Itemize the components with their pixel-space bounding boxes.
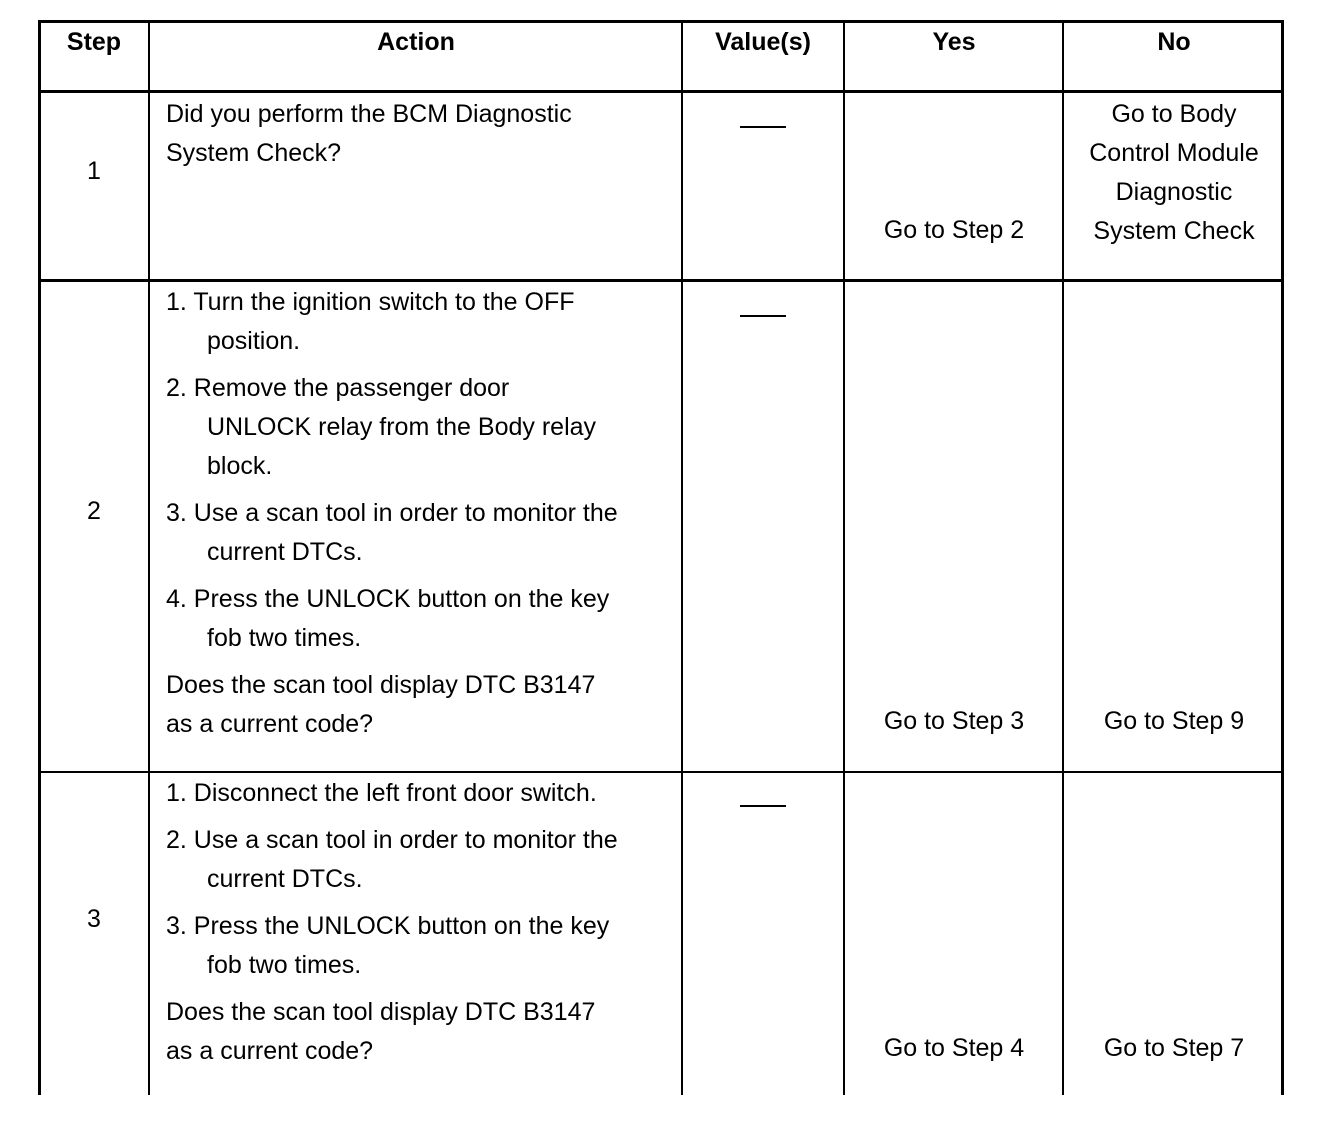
row1-no-line: System Check — [1093, 217, 1255, 245]
header-action: Action — [377, 28, 455, 56]
header-no: No — [1157, 28, 1191, 56]
row1-action — [166, 95, 686, 173]
row1-bottom-border — [38, 279, 1284, 282]
diagnostic-table — [38, 20, 1284, 1095]
question-line: as a current code? — [166, 1037, 374, 1065]
row3-value-dash — [740, 805, 786, 807]
row1-no-line: Diagnostic — [1115, 178, 1233, 206]
item-continuation: fob two times. — [207, 951, 362, 979]
question-line: as a current code? — [166, 710, 374, 738]
row3-action-item — [166, 907, 686, 985]
row2-action — [166, 283, 686, 744]
item-continuation: position. — [207, 327, 301, 355]
row2-yes: Go to Step 3 — [883, 707, 1025, 735]
row2-action-item — [166, 369, 686, 486]
item-continuation: current DTCs. — [207, 538, 363, 566]
item-first-line: 3. Use a scan tool in order to monitor the — [166, 499, 618, 527]
row2-action-item — [166, 580, 686, 658]
header-bottom-border — [38, 90, 1284, 93]
item-first-line: 1. Turn the ignition switch to the OFF — [166, 288, 575, 316]
header-values: Value(s) — [715, 28, 811, 56]
row2-action-item — [166, 283, 686, 361]
row3-question — [166, 993, 686, 1071]
header-yes: Yes — [932, 28, 976, 56]
row3-action-item — [166, 774, 686, 813]
row2-action-item — [166, 494, 686, 572]
header-step: Step — [66, 28, 122, 56]
row2-question — [166, 666, 686, 744]
row2-bottom-border — [38, 771, 1284, 773]
item-first-line: 1. Disconnect the left front door switch. — [166, 779, 597, 807]
row3-action — [166, 774, 686, 1071]
row1-value-dash — [740, 126, 786, 128]
item-first-line: 3. Press the UNLOCK button on the key — [166, 912, 610, 940]
item-first-line: 4. Press the UNLOCK button on the key — [166, 585, 610, 613]
col-divider-values — [843, 20, 845, 1095]
question-line: Does the scan tool display DTC B3147 — [166, 671, 596, 699]
item-continuation: UNLOCK relay from the Body relay — [207, 413, 597, 441]
row3-no: Go to Step 7 — [1103, 1034, 1245, 1062]
item-first-line: 2. Use a scan tool in order to monitor the — [166, 826, 618, 854]
row1-yes: Go to Step 2 — [883, 216, 1025, 244]
table-top-border — [38, 20, 1284, 23]
row3-yes: Go to Step 4 — [883, 1034, 1025, 1062]
row1-no — [1064, 95, 1284, 251]
row1-no-line: Control Module — [1089, 139, 1259, 167]
row1-no-line: Go to Body — [1111, 100, 1237, 128]
row3-action-item — [166, 821, 686, 899]
question-line: Does the scan tool display DTC B3147 — [166, 998, 596, 1026]
row1-action-line: System Check? — [166, 139, 342, 167]
row1-action-line: Did you perform the BCM Diagnostic — [166, 100, 572, 128]
row2-value-dash — [740, 315, 786, 317]
row2-no: Go to Step 9 — [1103, 707, 1245, 735]
item-continuation: block. — [207, 452, 273, 480]
item-continuation: current DTCs. — [207, 865, 363, 893]
row3-step-number: 3 — [87, 905, 101, 933]
row1-step-number: 1 — [87, 157, 101, 185]
item-first-line: 2. Remove the passenger door — [166, 374, 510, 402]
item-continuation: fob two times. — [207, 624, 362, 652]
row2-step-number: 2 — [87, 497, 101, 525]
